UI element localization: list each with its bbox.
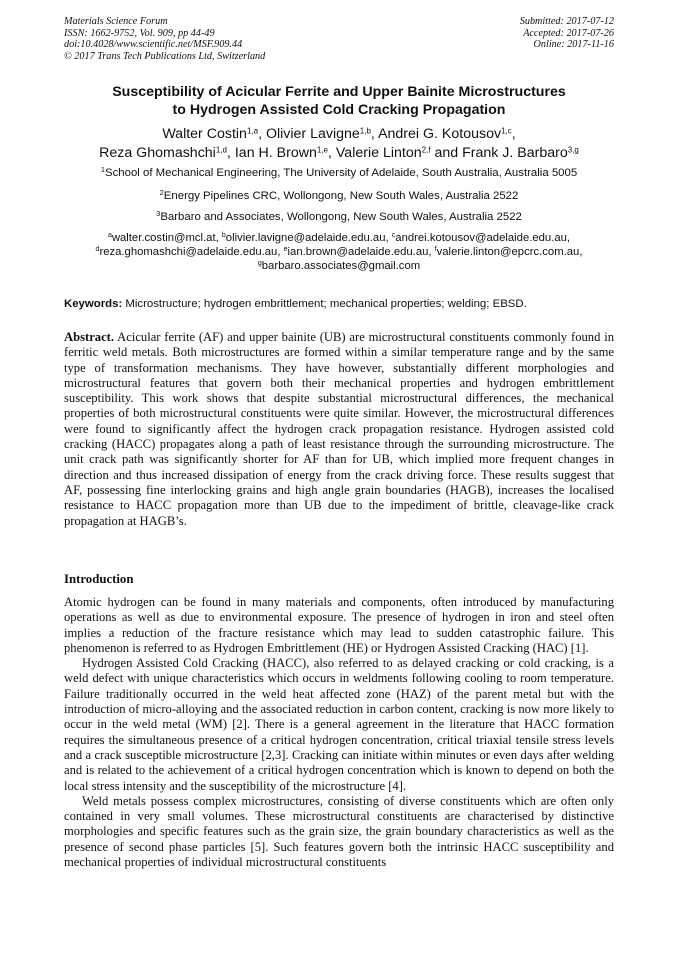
journal-issn: ISSN: 1662-9752, Vol. 909, pp 44-49 (64, 27, 215, 39)
affiliation-1: $^1$School of Mechanical Engineering, The University of Adelaide, South Australia, Australia 5005 (100, 164, 578, 179)
author-sup: 1,e (316, 145, 328, 155)
email-line-1: $^a$walter.costin@mcl.at, $^b$olivier.lavigne@adelaide.edu.au, $^c$andrei.kotousov@adelaide.edu.au, (107, 232, 571, 244)
date-accepted: Accepted: 2017-07-26 (523, 27, 614, 39)
affiliation-2: $^2$Energy Pipelines CRC, Wollongong, New South Wales, Australia 2522 (159, 187, 519, 202)
introduction-body (64, 595, 614, 870)
keywords-label: Keywords: (64, 298, 123, 310)
author-sup: 2,f (421, 145, 431, 155)
email-link[interactable]: valerie.linton@epcrc.com.au (436, 246, 580, 259)
journal-name: Materials Science Forum (64, 16, 168, 27)
author-list (50, 125, 628, 162)
email-link[interactable]: walter.costin@mcl.at (111, 232, 216, 244)
abstract-text: Acicular ferrite (AF) and upper bainite (UB) are microstructural constituents commonly found in ferritic weld metals. Both microstructures are formed within a similar temperature range and by the same type of transformation mechanisms. They have however, substantially different morphologies and microstructural features that govern both their mechanical properties and hydrogen embrittlement susceptibility. This work shows that despite substantial microstructural differences, the mechanical properties of both microstructural constituents were quite similar. However, the microstructural differences were found to significantly affect the hydrogen crack propagation resistance. Hydrogen assisted cold cracking (HACC) propagates along a path of least resistance through the surrounding microstructure. The unit crack path was significantly shorter for AF than for UB, which implied more frequent changes in direction and thus increased dissipation of energy from the crack driving force. These results suggest that AF, possessing fine interlocking grains and high angle grain boundaries (HAGB), increases the localised resistance to HACC propagation more than UB due to the impediment of brittle, cleavage-like crack propagation at HAGB’s. (64, 330, 614, 528)
author-name: Olivier Lavigne (265, 126, 360, 142)
affiliation-3: $^3$Barbaro and Associates, Wollongong, New South Wales, Australia 2522 (156, 208, 522, 223)
author-name: Walter Costin (162, 126, 247, 142)
email-list (58, 231, 620, 274)
email-link[interactable]: ian.brown@adelaide.edu.au (287, 246, 429, 259)
keywords (64, 297, 614, 311)
title-line-2: to Hydrogen Assisted Cold Cracking Propagation (172, 102, 506, 118)
keywords-text: Microstructure; hydrogen embrittlement; mechanical properties; welding; EBSD. (122, 298, 527, 310)
paragraph: Atomic hydrogen can be found in many materials and components, often introduced by manufacturing operations as well as due to environmental exposure. The presence of hydrogen in iron and steel often implies a reduction of the fracture resistance which may lead to sudden catastrophic failure. This phenomenon is referred to as Hydrogen Embrittlement (HE) or Hydrogen Assisted Cracking (HAC) [1]. (64, 595, 614, 655)
author-line-2: Reza Ghomashchi$^{1,d}$, Ian H. Brown$^{1,e}$, Valerie Linton$^{2,f}$ and Frank J. Barbaro$^{3,g}$ (99, 144, 579, 161)
abstract-label: Abstract. (64, 330, 115, 344)
email-link[interactable]: andrei.kotousov@adelaide.edu.au (395, 232, 567, 244)
date-submitted: Submitted: 2017-07-12 (519, 16, 614, 27)
author-sup: 3,g (567, 145, 579, 155)
paper-title (60, 83, 618, 119)
author-sup: 1,a (246, 126, 259, 136)
email-line-3: $^g$barbaro.associates@gmail.com (257, 260, 421, 273)
author-name: Frank J. Barbaro (462, 144, 568, 161)
author-name: Reza Ghomashchi (99, 144, 216, 161)
journal-header-right (520, 16, 614, 51)
email-link[interactable]: olivier.lavigne@adelaide.edu.au (225, 232, 386, 244)
author-name: Valerie Linton (335, 144, 422, 161)
author-line-1: Walter Costin$^{1,a}$, Olivier Lavigne$^{1,b}$, Andrei G. Kotousov$^{1,c}$, (162, 126, 516, 142)
journal-copyright: © 2017 Trans Tech Publications Ltd, Switzerland (64, 50, 266, 62)
journal-doi: doi:10.4028/www.scientific.net/MSF.909.44 (64, 39, 243, 51)
title-line-1: Susceptibility of Acicular Ferrite and Upper Bainite Microstructures (112, 84, 566, 100)
abstract (64, 330, 614, 529)
paragraph: Hydrogen Assisted Cold Cracking (HACC), also referred to as delayed cracking or cold cracking, is a weld defect with unique characteristics which occurs in weldments following cooling to room temperature. Failure traditionally occurred in the weld heat affected zone (HAZ) of the parent metal but with the introduction of micro-alloying and the associated reduction in carbon content, cracking is now more likely to occur in the weld metal (WM) [2]. There is a general agreement in the literature that HACC formation requires the simultaneous presence of a critical hydrogen concentration, critical triaxial tensile stress levels and a crack susceptible microstructure [2,3]. Cracking can initiate within minutes or even days after welding and is related to the achievement of a critical hydrogen concentration which is known to depend on both the local stress intensity and the susceptibility of the microstructure [4]. (64, 656, 614, 793)
email-link[interactable]: reza.ghomashchi@adelaide.edu.au (99, 246, 278, 259)
author-name: Ian H. Brown (234, 144, 317, 161)
email-line-2: $^d$reza.ghomashchi@adelaide.edu.au, $^e$ian.brown@adelaide.edu.au, $^f$valerie.linton@epcrc.com.au, (95, 246, 583, 259)
date-online: Online: 2017-11-16 (533, 39, 614, 51)
author-sup: 1,b (359, 126, 371, 136)
author-sup: 1,c (501, 126, 512, 136)
introduction-heading: Introduction (64, 572, 134, 586)
email-link[interactable]: barbaro.associates@gmail.com (261, 260, 421, 273)
paragraph: Weld metals possess complex microstructures, consisting of diverse constituents which are often only contained in very small volumes. These microstructural constituents are characterised by distinctive morphologies and specific features such as the grain size, the grain boundary characteristics as well as the presence of second phase particles [5]. Such features govern both the intrinsic HACC susceptibility and mechanical properties of individual microstructural constituents (64, 793, 614, 870)
author-sup: 1,d (215, 145, 227, 155)
journal-header-left (64, 16, 265, 62)
author-name: Andrei G. Kotousov (378, 126, 502, 142)
